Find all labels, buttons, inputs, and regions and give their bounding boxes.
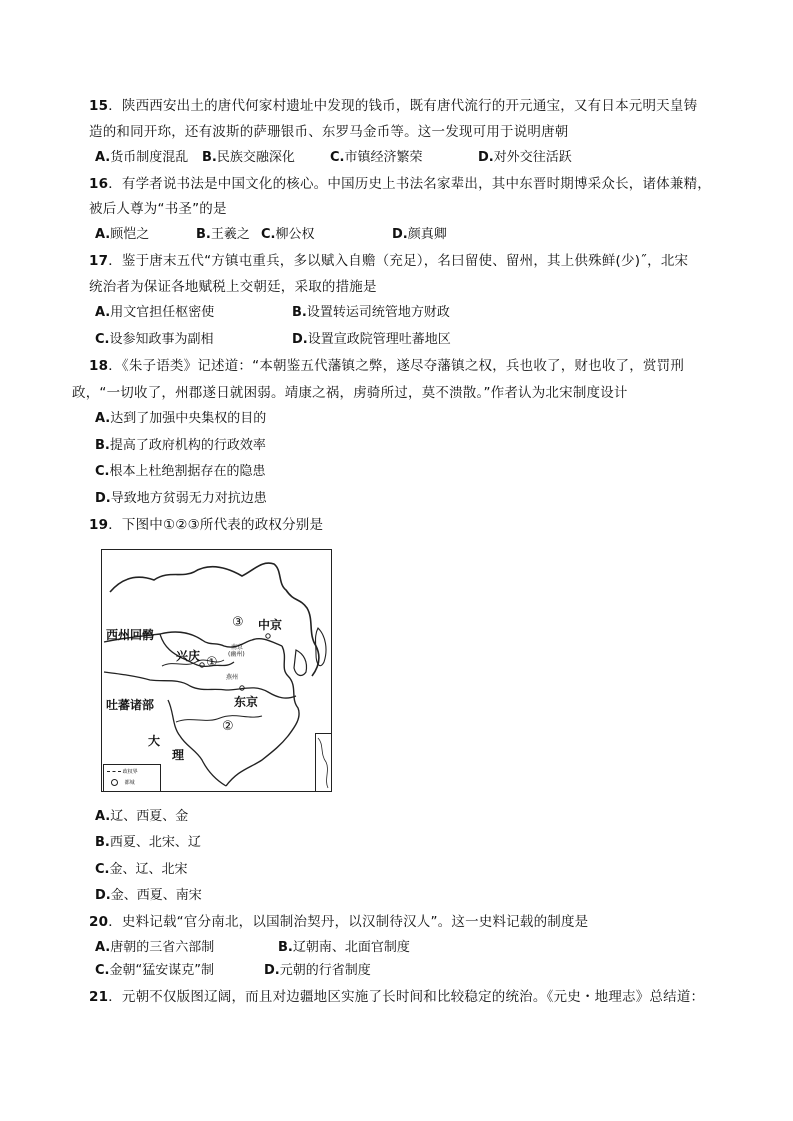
label-nanjing: 南京 [231,644,244,651]
q15-option-d: D.对外交往活跃 [478,150,572,165]
q18-option-b: B.提高了政府机构的行政效率 [95,438,266,453]
question-number: 15 [89,98,109,114]
label-dali-2: 理 [172,748,185,762]
question-21-line-1 [89,988,704,1006]
map-legend [103,764,161,792]
question-number: 19 [89,517,109,533]
label-dali-1: 大 [148,734,161,748]
korean-peninsula [294,650,307,675]
question-15-line-1 [89,97,697,115]
q15-option-c: C.市镇经济繁荣 [330,150,423,165]
label-xizhou-huihu: 西州回鹘 [106,628,155,642]
legend-capital-label: 都城 [124,780,135,786]
q17-option-b: B.设置转运司统管地方财政 [292,305,450,320]
q18-option-a: A.达到了加强中央集权的目的 [95,411,267,426]
q19-option-c: C.金、辽、北宋 [95,862,188,877]
question-number: 17 [89,253,109,269]
legend-capital-row [107,779,135,787]
q15-option-b: B.民族交融深化 [202,150,295,165]
question-text: ．有学者说书法是中国文化的核心。中国历史上书法名家辈出，其中东晋时期博采众长，诸体兼精， [108,176,711,192]
song-era-map [101,549,332,792]
label-zhongjing: 中京 [258,618,283,632]
question-number: 18 [89,358,109,374]
q16-option-d: D.颜真卿 [392,227,447,242]
q16-option-c: C.柳公权 [261,227,315,242]
label-tubo: 吐蕃诸部 [106,698,155,712]
legend-border-symbol [107,771,121,772]
label-dongjing: 东京 [234,695,259,709]
question-16-line-2: 被后人尊为“书圣”的是 [89,201,227,217]
label-yanzhou: 燕州 [226,674,239,681]
question-16-line-1 [89,175,711,193]
label-xingqing: 兴庆 [176,649,201,663]
inset-outline [316,734,332,792]
question-17-line-2: 统治者为保证各地赋税上交朝廷，采取的措施是 [89,279,377,295]
question-text: ．《朱子语类》记述道：“本朝鉴五代藩镇之弊，遂尽夺藩镇之权，兵也收了，财也收了，赏罚刑 [108,358,685,374]
question-number: 20 [89,914,109,930]
legend-capital-symbol [111,779,118,786]
legend-border-row [107,769,138,776]
q18-option-c: C.根本上杜绝割据存在的隐患 [95,464,266,479]
question-text: ．下图中①②③所代表的政权分别是 [108,517,324,533]
label-youzhou: (幽州) [228,651,245,658]
q18-option-d: D.导致地方贫弱无力对抗边患 [95,491,267,506]
question-17-line-1 [89,252,688,270]
q19-option-a: A.辽、西夏、金 [95,809,189,824]
question-15-line-2: 造的和同开珎，还有波斯的萨珊银币、东罗马金币等。这一发现可用于说明唐朝 [89,124,569,140]
q20-option-b: B.辽朝南、北面官制度 [278,940,410,955]
q17-option-a: A.用文官担任枢密使 [95,305,215,320]
q20-option-c: C.金朝“猛安谋克”制 [95,963,214,978]
zhongjing-marker [266,634,270,638]
q19-option-b: B.西夏、北宋、辽 [95,835,201,850]
question-text: ．陕西西安出土的唐代何家村遗址中发现的钱币，既有唐代流行的开元通宝，又有日本元明天皇铸 [108,98,698,114]
question-text: ．元朝不仅版图辽阔，而且对边疆地区实施了长时间和比较稳定的统治。《元史・地理志》总结道： [108,989,705,1005]
q16-option-a: A.顾恺之 [95,227,150,242]
dali-border [168,700,226,786]
question-text: ．史料记载“官分南北，以国制治契丹，以汉制待汉人”。这一史料记载的制度是 [108,914,589,930]
question-text: ．鉴于唐末五代“方镇屯重兵，多以赋入自赡（充足），名曰留使、留州，其上供殊鲜(少)˝，北宋 [108,253,689,269]
q15-option-a: A.货币制度混乱 [95,150,189,165]
q17-option-c: C.设参知政事为副相 [95,332,214,347]
question-19-line-1 [89,516,323,534]
song-north-border [104,672,296,698]
question-18-line-2: 政，“一切收了，州郡遂日就困弱。靖康之祸，虏骑所过，莫不溃散。”作者认为北宋制度设计 [72,385,628,401]
label-region-1: ① [206,655,218,670]
label-region-3: ③ [232,615,244,630]
question-18-line-1 [89,357,684,375]
question-20-line-1 [89,913,588,931]
label-region-2: ② [222,719,234,734]
map-outline [102,550,332,792]
q20-option-a: A.唐朝的三省六部制 [95,940,215,955]
yangtze-river [176,716,262,722]
question-number: 16 [89,176,109,192]
legend-border-label: 政权界 [122,769,138,775]
q19-option-d: D.金、西夏、南宋 [95,888,202,903]
question-number: 21 [89,989,109,1005]
q20-option-d: D.元朝的行省制度 [264,963,371,978]
south-china-sea-inset [315,733,332,792]
q16-option-b: B.王羲之 [196,227,250,242]
q17-option-d: D.设置宣政院管理吐蕃地区 [292,332,451,347]
